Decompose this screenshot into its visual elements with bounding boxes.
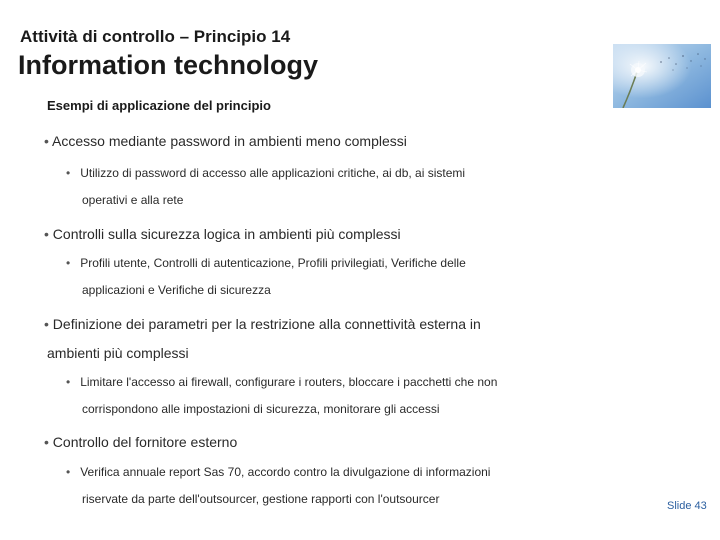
slide-number: Slide 43 bbox=[667, 500, 707, 512]
sub-list-item bbox=[66, 375, 497, 389]
section-title: Attività di controllo – Principio 14 bbox=[20, 27, 291, 46]
sub-bullet-continuation: operativi e alla rete bbox=[82, 193, 184, 207]
section-subtitle: Esempi di applicazione del principio bbox=[47, 98, 271, 113]
bullet-marker: • bbox=[44, 133, 49, 149]
dandelion-image bbox=[613, 44, 711, 108]
sub-bullet-text: Limitare l'accesso ai firewall, configurare i routers, bloccare i pacchetti che non bbox=[80, 375, 498, 389]
sub-bullet-text: Utilizzo di password di accesso alle applicazioni critiche, ai db, ai sistemi bbox=[80, 166, 466, 180]
bullet-text: Accesso mediante password in ambienti meno complessi bbox=[52, 133, 407, 149]
dandelion-icon bbox=[613, 44, 711, 108]
bullet-marker: • bbox=[66, 166, 71, 180]
bullet-text: Controllo del fornitore esterno bbox=[52, 434, 238, 450]
bullet-marker: • bbox=[66, 465, 71, 479]
bullet-marker: • bbox=[66, 375, 71, 389]
sub-bullet-text: Verifica annuale report Sas 70, accordo contro la divulgazione di informazioni bbox=[80, 465, 491, 479]
list-item bbox=[44, 133, 407, 149]
sub-bullet-continuation: applicazioni e Verifiche di sicurezza bbox=[82, 283, 271, 297]
sub-bullet-text: Profili utente, Controlli di autenticazione, Profili privilegiati, Verifiche delle bbox=[80, 256, 466, 270]
sub-list-item bbox=[66, 256, 466, 270]
bullet-marker: • bbox=[44, 434, 49, 450]
bullet-marker: • bbox=[66, 256, 71, 270]
sub-list-item bbox=[66, 465, 490, 479]
sub-bullet-continuation: corrispondono alle impostazioni di sicurezza, monitorare gli accessi bbox=[82, 402, 440, 416]
list-item bbox=[44, 226, 401, 242]
bullet-marker: • bbox=[44, 316, 49, 332]
bullet-text: Controlli sulla sicurezza logica in ambienti più complessi bbox=[52, 226, 401, 242]
sub-list-item bbox=[66, 166, 465, 180]
page-title: Information technology bbox=[18, 50, 318, 80]
bullet-marker: • bbox=[44, 226, 49, 242]
sub-bullet-continuation: riservate da parte dell'outsourcer, gestione rapporti con l'outsourcer bbox=[82, 492, 440, 506]
list-item bbox=[44, 316, 481, 332]
bullet-continuation: ambienti più complessi bbox=[47, 345, 189, 361]
list-item bbox=[44, 434, 237, 450]
bullet-text: Definizione dei parametri per la restrizione alla connettività esterna in bbox=[52, 316, 481, 332]
